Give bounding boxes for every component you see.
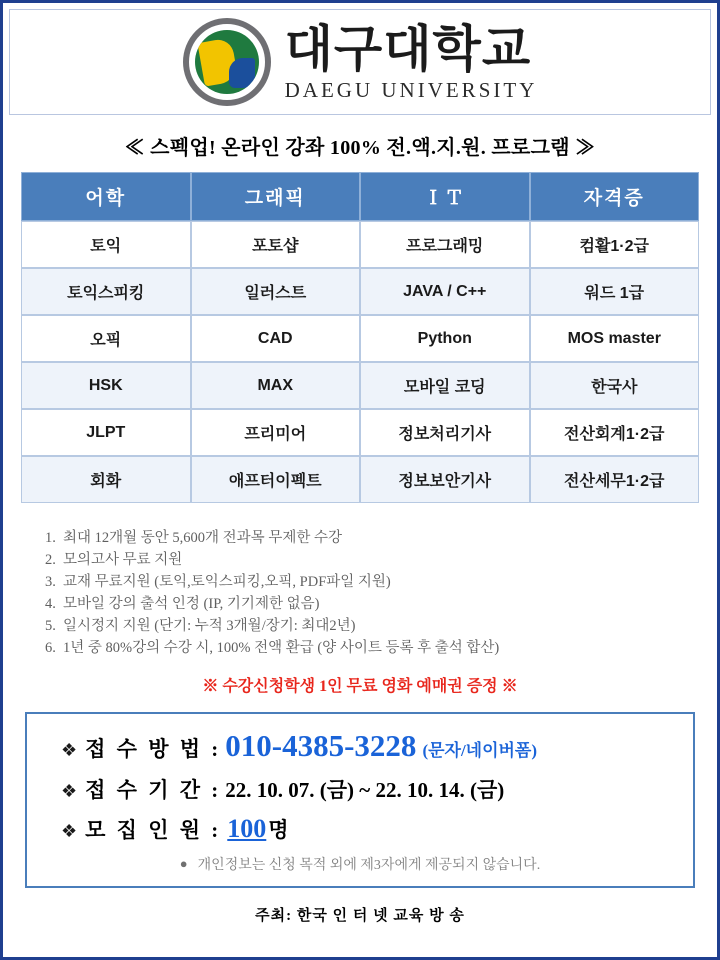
table-row: [21, 268, 699, 315]
diamond-bullet-icon: ❖: [61, 821, 78, 841]
table-cell: 워드 1급: [530, 268, 700, 315]
table-cell: 정보처리기사: [360, 409, 530, 456]
header-banner: [9, 9, 711, 115]
list-item-number: 3.: [45, 574, 56, 590]
dot-bullet-icon: ●: [179, 856, 188, 871]
list-item-number: 1.: [45, 530, 56, 546]
table-cell: MOS master: [530, 315, 700, 362]
list-item-number: 5.: [45, 618, 56, 634]
diamond-bullet-icon: ❖: [61, 740, 78, 760]
application-quota-value: 100: [227, 814, 267, 843]
application-phone-number[interactable]: 010-4385-3228: [225, 728, 417, 763]
table-row: [21, 221, 699, 268]
benefit-notes-list: [45, 527, 687, 659]
table-header-cell: 어학: [21, 172, 191, 221]
list-item: [45, 527, 687, 549]
table-cell: 애프터이펙트: [191, 456, 361, 503]
list-item: [45, 549, 687, 571]
table-header-row: [21, 172, 699, 221]
application-quota-label: 모 집 인 원 :: [85, 818, 222, 842]
table-cell: 컴활1·2급: [530, 221, 700, 268]
table-cell: 전산회계1·2급: [530, 409, 700, 456]
application-method-note: (문자/네이버폼): [422, 741, 538, 760]
application-method-row: [61, 728, 683, 764]
application-period-label: 접 수 기 간 :: [85, 778, 222, 802]
list-item-text: 일시정지 지원 (단기: 누적 3개월/장기: 최대2년): [63, 618, 356, 634]
application-quota-row: [61, 814, 683, 844]
table-cell: CAD: [191, 315, 361, 362]
table-cell: 프리미어: [191, 409, 361, 456]
host-line: 주최: 한국 인 터 넷 교육 방 송: [255, 908, 465, 924]
application-quota-unit: 명: [268, 818, 289, 842]
table-cell: HSK: [21, 362, 191, 409]
list-item-text: 최대 12개월 동안 5,600개 전과목 무제한 수강: [63, 530, 342, 546]
list-item: [45, 593, 687, 615]
application-box: [25, 712, 695, 888]
table-header-cell: 자격증: [530, 172, 700, 221]
application-period-row: [61, 774, 683, 804]
table-row: [21, 456, 699, 503]
table-cell: Python: [360, 315, 530, 362]
privacy-note: [37, 854, 683, 874]
table-cell: 토익: [21, 221, 191, 268]
wordmark: [285, 22, 538, 103]
list-item: [45, 615, 687, 637]
table-cell: 일러스트: [191, 268, 361, 315]
privacy-note-text: 개인정보는 신청 목적 외에 제3자에게 제공되지 않습니다.: [197, 858, 541, 873]
table-cell: 오픽: [21, 315, 191, 362]
table-cell: JLPT: [21, 409, 191, 456]
table-row: [21, 362, 699, 409]
list-item: [45, 571, 687, 593]
course-table-wrapper: [21, 172, 699, 503]
table-cell: 프로그래밍: [360, 221, 530, 268]
table-cell: MAX: [191, 362, 361, 409]
table-cell: JAVA / C++: [360, 268, 530, 315]
table-cell: 한국사: [530, 362, 700, 409]
table-header-cell: ＩＴ: [360, 172, 530, 221]
list-item-text: 교재 무료지원 (토익,토익스피킹,오픽, PDF파일 지원): [63, 574, 391, 590]
page-title: ≪ 스펙업! 온라인 강좌 100% 전.액.지.원. 프로그램 ≫: [124, 137, 596, 159]
application-method-label: 접 수 방 법 :: [85, 737, 222, 761]
university-name-ko: 대구대학교: [284, 20, 532, 77]
list-item-text: 1년 중 80%강의 수강 시, 100% 전액 환급 (양 사이트 등록 후 출석 합산): [63, 640, 500, 656]
table-row: [21, 315, 699, 362]
course-table: [21, 172, 699, 503]
list-item: [45, 637, 687, 659]
list-item-text: 모의고사 무료 지원: [63, 552, 183, 568]
table-cell: 포토샵: [191, 221, 361, 268]
list-item-number: 2.: [45, 552, 56, 568]
university-name-en: DAEGU UNIVERSITY: [284, 77, 538, 102]
table-header-cell: 그래픽: [191, 172, 361, 221]
table-cell: 토익스피킹: [21, 268, 191, 315]
table-row: [21, 409, 699, 456]
list-item-number: 4.: [45, 596, 56, 612]
daegu-university-emblem-icon: [183, 18, 271, 106]
diamond-bullet-icon: ❖: [61, 781, 78, 801]
table-cell: 정보보안기사: [360, 456, 530, 503]
table-cell: 모바일 코딩: [360, 362, 530, 409]
table-cell: 회화: [21, 456, 191, 503]
gift-notice: ※ 수강신청학생 1인 무료 영화 예매권 증정 ※: [202, 678, 518, 695]
list-item-number: 6.: [45, 640, 56, 656]
table-cell: 전산세무1·2급: [530, 456, 700, 503]
application-period-value: 22. 10. 07. (금) ~ 22. 10. 14. (금): [225, 778, 505, 802]
list-item-text: 모바일 강의 출석 인정 (IP, 기기제한 없음): [63, 596, 320, 612]
